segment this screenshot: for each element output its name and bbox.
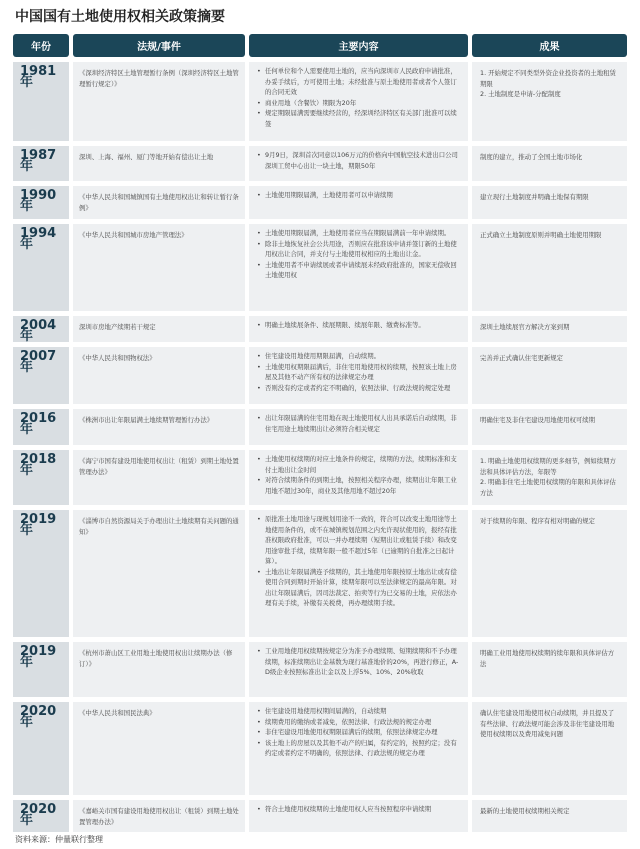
result-cell [472, 450, 627, 505]
result-list [480, 806, 619, 817]
main-content-list [257, 66, 460, 129]
year-cell: 2007年 [13, 347, 69, 404]
main-content-cell [249, 702, 468, 795]
table-row [13, 186, 627, 219]
main-content-item: • 除非土地恢复社会公共用途，否则应在批准该申请并签订新的土地使用权出让合同，并支付与土地使用权相应的土地出让金。 [257, 239, 460, 260]
table-row [13, 409, 627, 445]
year-cell: 1994年 [13, 224, 69, 311]
table-row [13, 642, 627, 697]
result-item: 深圳土地续展官方解决方案到期 [480, 323, 570, 331]
main-content-list [257, 351, 460, 393]
main-content-list [257, 514, 460, 609]
table-row [13, 146, 627, 181]
main-content-list [257, 413, 460, 434]
result-cell [472, 224, 627, 311]
result-list [480, 353, 619, 364]
table-header [13, 34, 627, 57]
main-content-item: • 土地使用权期限届满后，非住宅用地使用权的续期，按照该土地上房屋及其他不动产所有权的法律规定办理 [257, 362, 460, 383]
table-row [13, 510, 627, 637]
main-content-item: • 土地使用权续期的对应土地条件的规定，续期的方法，续期标准和支付土地出让金时间 [257, 454, 460, 475]
law-cell: 《中华人民共和国城镇国有土地使用权出让和转让暂行条例》 [73, 186, 245, 219]
main-content-cell [249, 224, 468, 311]
main-content-list [257, 646, 460, 678]
main-content-cell [249, 316, 468, 342]
main-content-item: • 土地出让年限届满连予续期的，其土地使用年限按原土地出让或有偿使用合同到期时开始计算，续期年限可以至法律规定的最高年限。对出让年限届满后，因司法裁定、拍卖等行为已交易的土地，应依法办理有关手续，补缴有关税费，再办理续期手续。 [257, 567, 460, 609]
result-cell [472, 62, 627, 141]
result-cell [472, 510, 627, 637]
result-list [480, 415, 619, 426]
main-content-item: • 符合土地使用权续期的土地使用权人应当按照程序申请续期 [257, 804, 460, 815]
main-content-cell [249, 450, 468, 505]
law-cell: 深圳市房地产续期若干规定 [73, 316, 245, 342]
result-item: 对于续期的年限、程序有相对明确的规定 [480, 517, 596, 525]
main-content-item: • 非住宅建设用地使用权期限届满后的续期，依照法律规定办理 [257, 727, 460, 738]
main-content-list [257, 228, 460, 281]
main-content-item: • 该土地上的房屋以及其他不动产的归属，有约定的，按照约定；没有约定或者约定不明确的，依照法律、行政法规的规定办理 [257, 738, 460, 759]
law-cell: 《中华人民共和国物权法》 [73, 347, 245, 404]
result-list [480, 152, 619, 163]
result-item: 2. 土地制度是申请-分配制度 [480, 90, 561, 98]
main-content-item: • 规定期限届满需要继续经营的，经深圳经济特区有关部门批准可以续签 [257, 108, 460, 129]
year-cell: 2019年 [13, 642, 69, 697]
law-cell: 《中华人民共和国城市房地产管理法》 [73, 224, 245, 311]
main-content-item: • 对符合续期条件的到期土地，按照相关程序办理，续期出让年限工业用地不超过30年，商业及其他用地不超过20年 [257, 475, 460, 496]
law-cell: 《海宁市国有建设用地使用权出让（租赁）到期土地处置管理办法》 [73, 450, 245, 505]
main-content-list [257, 706, 460, 759]
result-item: 2. 明确非住宅土地使用权续期的年限和具体评估方法 [480, 478, 616, 497]
result-list [480, 230, 619, 241]
law-cell: 《淄博市自然资源局关于办理出让土地续期有关问题的通知》 [73, 510, 245, 637]
result-item: 制度的建立，推动了全国土地市场化 [480, 153, 583, 161]
law-cell: 《深圳经济特区土地管理暂行条例（深圳经济特区土地管理暂行规定）》 [73, 62, 245, 141]
table-row [13, 316, 627, 342]
main-content-cell [249, 146, 468, 181]
main-content-item: • 原批准土地用途与现规划用途不一致的，符合可以改变土地用途等土地使用条件的，或不在城镇规划范围之内允许现状使用的，报经有批准权限政府批准，可以一并办理续期（短期出让或租赁手续）和改变用途审批手续，续期年限一般不超过5年（已逾期的自批准之日起计算）。 [257, 514, 460, 567]
table-row [13, 450, 627, 505]
table-row [13, 224, 627, 311]
main-content-item: • 住宅建设用地使用期限届满，自动续期。 [257, 351, 460, 362]
main-content-item: • 土地使用期限届满，土地使用者可以申请续期 [257, 190, 460, 201]
source-note: 资料来源：仲量联行整理 [15, 835, 103, 844]
law-cell: 深圳、上海、福州、厦门等地开始有偿出让土地 [73, 146, 245, 181]
header-law: 法规/事件 [73, 34, 245, 57]
result-cell [472, 316, 627, 342]
year-cell: 2004年 [13, 316, 69, 342]
result-list [480, 648, 619, 669]
result-cell [472, 702, 627, 795]
main-content-list [257, 454, 460, 496]
main-content-cell [249, 62, 468, 141]
main-content-item: • 任何单位和个人需要使用土地的，应当向深圳市人民政府申请批准，办妥手续后，方可使用土地；未经批准与原土地使用者或者个人签订的合同无效 [257, 66, 460, 98]
header-result: 成果 [472, 34, 627, 57]
year-cell: 2018年 [13, 450, 69, 505]
result-cell [472, 146, 627, 181]
result-list [480, 516, 619, 527]
main-content-item: • 商业用地（含餐饮）期限为20年 [257, 98, 460, 109]
main-content-list [257, 320, 460, 331]
main-content-list [257, 190, 460, 201]
result-item: 明确住宅及非住宅建设用地使用权可续期 [480, 416, 596, 424]
main-content-item: • 工业用地使用权续期按规定分为准予办理续期、短期续期和不予办理续期，标准续期出让金基数为现行基准地价的20%，再进行修正，A-D级企业按照标准出让金以及上浮5%、10%、20%收取 [257, 646, 460, 678]
result-cell [472, 186, 627, 219]
law-cell: 《株洲市出让年限届满土地续期管理暂行办法》 [73, 409, 245, 445]
law-cell: 《杭州市萧山区工业用地土地使用权出让续期办法（修订）》 [73, 642, 245, 697]
main-content-item: • 续期费用的缴纳或者减免，依照法律、行政法规的规定办理 [257, 717, 460, 728]
result-cell [472, 642, 627, 697]
header-main: 主要内容 [249, 34, 468, 57]
table-row [13, 62, 627, 141]
page-title: 中国国有土地使用权相关政策摘要 [15, 9, 225, 25]
main-content-item: • 明确土地续展条件、续展期限、续展年限、缴费标准等。 [257, 320, 460, 331]
main-content-cell [249, 347, 468, 404]
table-row [13, 800, 627, 832]
main-content-item: • 土地使用者不申请续展或者申请续展未经政府批准的，国家无偿收回土地使用权 [257, 260, 460, 281]
main-content-item: • 土地使用期限届满，土地使用者应当在期限届满前一年申请续期。 [257, 228, 460, 239]
main-content-item: • 出让年限届满的住宅用地在现土地使用权人出具承诺后自动续期，非住宅用途土地续期出让必须符合相关规定 [257, 413, 460, 434]
year-cell: 2020年 [13, 800, 69, 832]
year-cell: 2016年 [13, 409, 69, 445]
year-cell: 1990年 [13, 186, 69, 219]
result-item: 完善并正式确认住宅更新规定 [480, 354, 564, 362]
main-content-cell [249, 186, 468, 219]
law-cell: 《嘉峪关市国有建设用地使用权出让（租赁）到期土地处置管理办法》 [73, 800, 245, 832]
result-list [480, 192, 619, 203]
year-cell: 2019年 [13, 510, 69, 637]
result-item: 最新的土地使用权续期相关规定 [480, 807, 570, 815]
table-row [13, 347, 627, 404]
header-year: 年份 [13, 34, 69, 57]
main-content-item: • 否则没有约定或者约定不明确的，依照法律、行政法规的规定处理 [257, 383, 460, 394]
result-item: 确认住宅建设用地使用权自动续期，并且提及了有些法律、行政法规可能会涉及非住宅建设用地使用权续期以及费用减免问题 [480, 709, 615, 738]
main-content-cell [249, 800, 468, 832]
main-content-list [257, 804, 460, 815]
result-item: 1. 明确土地使用权续期的更多细节，例如续期方法和具体评估方法，年限等 [480, 457, 616, 476]
result-item: 建立现行土地制度并明确土地保有期限 [480, 193, 589, 201]
result-list [480, 322, 619, 333]
result-item: 正式确立土地制度原则并明确土地使用期限 [480, 231, 602, 239]
main-content-cell [249, 409, 468, 445]
result-cell [472, 800, 627, 832]
main-content-cell [249, 642, 468, 697]
year-cell: 1981年 [13, 62, 69, 141]
result-cell [472, 409, 627, 445]
main-content-item: • 住宅建设用地使用权期间届满的，自动续期 [257, 706, 460, 717]
result-item: 明确工业用地使用权续期的续年限和具体评估方法 [480, 649, 615, 668]
result-list [480, 68, 619, 100]
year-cell: 1987年 [13, 146, 69, 181]
table-row [13, 702, 627, 795]
result-cell [472, 347, 627, 404]
result-list [480, 456, 619, 498]
result-item: 1. 开始规定不同类型外资企业投资者的土地租赁期限 [480, 69, 616, 88]
result-list [480, 708, 619, 740]
main-content-item: • 9月9日，深圳首次同意以106万元的价格向中国航空技术进出口公司深圳工贸中心出让一块土地，期限50年 [257, 150, 460, 171]
main-content-list [257, 150, 460, 171]
law-cell: 《中华人民共和国民法典》 [73, 702, 245, 795]
main-content-cell [249, 510, 468, 637]
year-cell: 2020年 [13, 702, 69, 795]
